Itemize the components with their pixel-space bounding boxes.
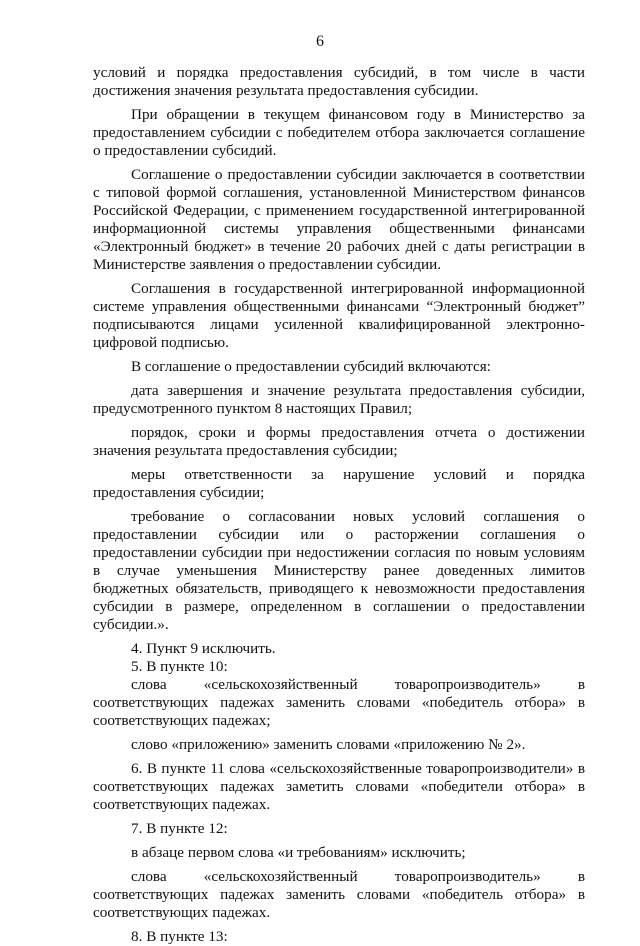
paragraph: порядок, сроки и формы предоставления отчета о достижении значения результата предоставления субсидии; — [93, 424, 585, 459]
paragraph: меры ответственности за нарушение условий и порядка предоставления субсидии; — [93, 466, 585, 501]
paragraph: Соглашения в государственной интегрированной информационной системе управления общественными финансами “Электронный бюджет” подписываются лицами усиленной квалифицированной электронно-цифровой подписью. — [93, 280, 585, 351]
paragraph: в абзаце первом слова «и требованиям» исключить; — [131, 844, 466, 861]
paragraph: При обращении в текущем финансовом году в Министерство за предоставлением субсидии с победителем отбора заключается соглашение о предоставлении субсидий. — [93, 106, 585, 159]
paragraph: дата завершения и значение результата предоставления субсидии, предусмотренного пунктом 8 настоящих Правил; — [93, 382, 585, 417]
paragraph: 4. Пункт 9 исключить. — [131, 640, 276, 657]
paragraph: В соглашение о предоставлении субсидий включаются: — [131, 358, 491, 375]
paragraph: слова «сельскохозяйственный товаропроизводитель» в соответствующих падежах заменить словами «победитель отбора» в соответствующих падежах; — [93, 676, 585, 729]
document-body — [93, 64, 585, 946]
paragraph: 7. В пункте 12: — [131, 820, 228, 837]
paragraph: слова «сельскохозяйственный товаропроизводитель» в соответствующих падежах заменить словами «победитель отбора» в соответствующих падежах. — [93, 868, 585, 921]
paragraph: Соглашение о предоставлении субсидии заключается в соответствии с типовой формой соглашения, установленной Министерством финансов Российской Федерации, с применением государственной интегрированной информационной системы управления общественными финансами «Электронный бюджет» в течение 20 рабочих дней с даты регистрации в Министерстве заявления о предоставлении субсидии. — [93, 166, 585, 273]
page-number: 6 — [316, 33, 324, 50]
paragraph: 8. В пункте 13: — [131, 928, 228, 945]
paragraph: условий и порядка предоставления субсидий, в том числе в части достижения значения результата предоставления субсидии. — [93, 64, 585, 99]
paragraph: слово «приложению» заменить словами «приложению № 2». — [131, 736, 526, 753]
paragraph: 6. В пункте 11 слова «сельскохозяйственные товаропроизводители» в соответствующих падежах заметить словами «победители отбора» в соответствующих падежах. — [93, 760, 585, 813]
paragraph: 5. В пункте 10: — [131, 658, 228, 675]
paragraph: требование о согласовании новых условий соглашения о предоставлении субсидии или о расторжении соглашения о предоставлении субсидии при недостижении согласия по новым условиям в случае уменьшения Министерству ранее доведенных лимитов бюджетных обязательств, приводящего к невозможности предоставления субсидии в размере, определенном в соглашении о предоставлении субсидии.». — [93, 508, 585, 633]
